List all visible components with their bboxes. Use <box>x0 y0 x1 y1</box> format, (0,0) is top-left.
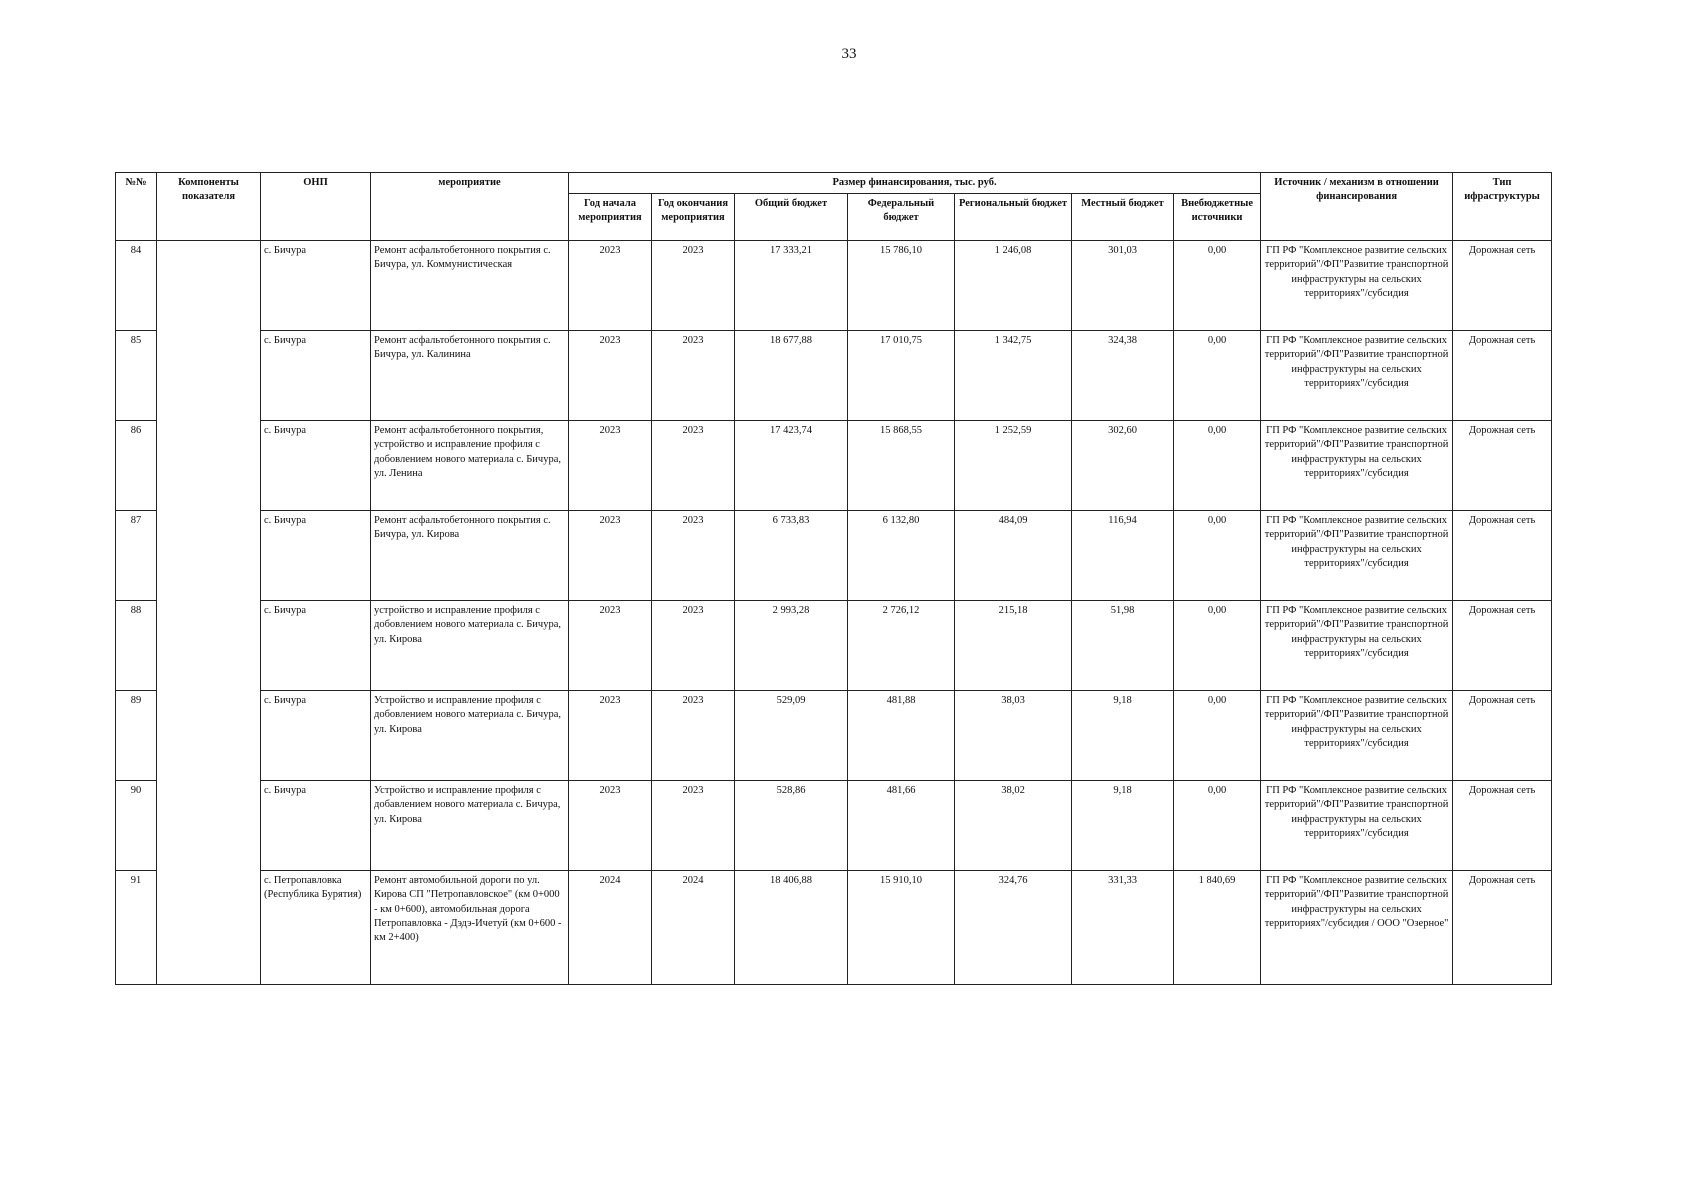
row-end-year: 2023 <box>652 241 735 331</box>
row-extra: 0,00 <box>1174 781 1261 871</box>
row-regional: 324,76 <box>955 871 1072 985</box>
row-infra-type: Дорожная сеть <box>1453 241 1552 331</box>
table-row <box>116 871 1552 985</box>
row-total: 17 423,74 <box>735 421 848 511</box>
row-onp: с. Бичура <box>261 781 371 871</box>
row-end-year: 2023 <box>652 781 735 871</box>
row-federal: 481,88 <box>848 691 955 781</box>
row-start-year: 2023 <box>569 511 652 601</box>
row-start-year: 2023 <box>569 601 652 691</box>
components-cell <box>157 241 261 985</box>
row-total: 529,09 <box>735 691 848 781</box>
row-infra-type: Дорожная сеть <box>1453 511 1552 601</box>
row-onp: с. Бичура <box>261 601 371 691</box>
row-local: 51,98 <box>1072 601 1174 691</box>
row-federal: 17 010,75 <box>848 331 955 421</box>
row-local: 116,94 <box>1072 511 1174 601</box>
header-total: Общий бюджет <box>735 194 848 241</box>
row-onp: с. Петропавловка (Республика Бурятия) <box>261 871 371 985</box>
row-total: 18 406,88 <box>735 871 848 985</box>
row-num: 91 <box>116 871 157 985</box>
row-start-year: 2024 <box>569 871 652 985</box>
row-event: Ремонт асфальтобетонного покрытия с. Бичура, ул. Коммунистическая <box>371 241 569 331</box>
row-federal: 15 910,10 <box>848 871 955 985</box>
row-extra: 0,00 <box>1174 241 1261 331</box>
row-local: 301,03 <box>1072 241 1174 331</box>
row-end-year: 2023 <box>652 421 735 511</box>
row-total: 6 733,83 <box>735 511 848 601</box>
header-local: Местный бюджет <box>1072 194 1174 241</box>
table-row <box>116 511 1552 601</box>
header-source: Источник / механизм в отношении финансирования <box>1261 173 1453 241</box>
row-total: 2 993,28 <box>735 601 848 691</box>
header-federal: Федеральный бюджет <box>848 194 955 241</box>
row-local: 9,18 <box>1072 691 1174 781</box>
row-start-year: 2023 <box>569 781 652 871</box>
row-end-year: 2023 <box>652 691 735 781</box>
row-regional: 38,02 <box>955 781 1072 871</box>
row-source: ГП РФ "Комплексное развитие сельских территорий"/ФП"Развитие транспортной инфраструктуры на сельских территориях"/субсидия <box>1261 691 1453 781</box>
row-onp: с. Бичура <box>261 511 371 601</box>
row-end-year: 2024 <box>652 871 735 985</box>
row-infra-type: Дорожная сеть <box>1453 421 1552 511</box>
row-end-year: 2023 <box>652 331 735 421</box>
table-row <box>116 601 1552 691</box>
row-local: 324,38 <box>1072 331 1174 421</box>
page-number: 33 <box>841 46 857 62</box>
row-infra-type: Дорожная сеть <box>1453 871 1552 985</box>
financing-table <box>115 172 1552 985</box>
row-federal: 481,66 <box>848 781 955 871</box>
header-components: Компоненты показателя <box>157 173 261 241</box>
row-infra-type: Дорожная сеть <box>1453 601 1552 691</box>
row-event: устройство и исправление профиля с добовлением нового материала с. Бичура, ул. Кирова <box>371 601 569 691</box>
row-event: Устройство и исправление профиля с добовлением нового материала с. Бичура, ул. Кирова <box>371 691 569 781</box>
row-local: 331,33 <box>1072 871 1174 985</box>
row-event: Ремонт асфальтобетонного покрытия с. Бичура, ул. Кирова <box>371 511 569 601</box>
row-source: ГП РФ "Комплексное развитие сельских территорий"/ФП"Развитие транспортной инфраструктуры на сельских территориях"/субсидия <box>1261 421 1453 511</box>
row-source: ГП РФ "Комплексное развитие сельских территорий"/ФП"Развитие транспортной инфраструктуры на сельских территориях"/субсидия <box>1261 511 1453 601</box>
row-num: 88 <box>116 601 157 691</box>
row-onp: с. Бичура <box>261 421 371 511</box>
row-start-year: 2023 <box>569 331 652 421</box>
header-extra: Внебюджетные источники <box>1174 194 1261 241</box>
row-num: 87 <box>116 511 157 601</box>
row-regional: 1 246,08 <box>955 241 1072 331</box>
row-num: 86 <box>116 421 157 511</box>
row-extra: 0,00 <box>1174 601 1261 691</box>
header-event: мероприятие <box>371 173 569 241</box>
row-onp: с. Бичура <box>261 691 371 781</box>
row-end-year: 2023 <box>652 601 735 691</box>
row-event: Ремонт асфальтобетонного покрытия, устройство и исправление профиля с добовлением нового материала с. Бичура, ул. Ленина <box>371 421 569 511</box>
header-num: №№ <box>116 173 157 241</box>
row-regional: 215,18 <box>955 601 1072 691</box>
header-regional: Региональный бюджет <box>955 194 1072 241</box>
table-row <box>116 241 1552 331</box>
row-infra-type: Дорожная сеть <box>1453 691 1552 781</box>
row-num: 85 <box>116 331 157 421</box>
table-row <box>116 421 1552 511</box>
row-start-year: 2023 <box>569 241 652 331</box>
row-onp: с. Бичура <box>261 241 371 331</box>
row-source: ГП РФ "Комплексное развитие сельских территорий"/ФП"Развитие транспортной инфраструктуры на сельских территориях"/субсидия <box>1261 331 1453 421</box>
row-regional: 38,03 <box>955 691 1072 781</box>
header-infra-type: Тип ифраструктуры <box>1453 173 1552 241</box>
row-onp: с. Бичура <box>261 331 371 421</box>
header-start-year: Год начала мероприятия <box>569 194 652 241</box>
row-federal: 6 132,80 <box>848 511 955 601</box>
row-event: Устройство и исправление профиля с добавлением нового материала с. Бичура, ул. Кирова <box>371 781 569 871</box>
header-end-year: Год окончания мероприятия <box>652 194 735 241</box>
row-start-year: 2023 <box>569 421 652 511</box>
row-infra-type: Дорожная сеть <box>1453 331 1552 421</box>
table-row <box>116 331 1552 421</box>
row-num: 89 <box>116 691 157 781</box>
table-row <box>116 781 1552 871</box>
row-total: 528,86 <box>735 781 848 871</box>
row-event: Ремонт асфальтобетонного покрытия с. Бичура, ул. Калинина <box>371 331 569 421</box>
row-regional: 484,09 <box>955 511 1072 601</box>
row-regional: 1 342,75 <box>955 331 1072 421</box>
row-total: 18 677,88 <box>735 331 848 421</box>
table-row <box>116 691 1552 781</box>
row-infra-type: Дорожная сеть <box>1453 781 1552 871</box>
row-extra: 1 840,69 <box>1174 871 1261 985</box>
row-source: ГП РФ "Комплексное развитие сельских территорий"/ФП"Развитие транспортной инфраструктуры на сельских территориях"/субсидия <box>1261 601 1453 691</box>
row-regional: 1 252,59 <box>955 421 1072 511</box>
row-local: 9,18 <box>1072 781 1174 871</box>
row-federal: 2 726,12 <box>848 601 955 691</box>
header-financing-group: Размер финансирования, тыс. руб. <box>569 173 1261 194</box>
row-extra: 0,00 <box>1174 331 1261 421</box>
row-end-year: 2023 <box>652 511 735 601</box>
row-local: 302,60 <box>1072 421 1174 511</box>
row-num: 90 <box>116 781 157 871</box>
row-source: ГП РФ "Комплексное развитие сельских территорий"/ФП"Развитие транспортной инфраструктуры на сельских территориях"/субсидия / ООО "Озерное" <box>1261 871 1453 985</box>
header-onp: ОНП <box>261 173 371 241</box>
row-start-year: 2023 <box>569 691 652 781</box>
row-extra: 0,00 <box>1174 421 1261 511</box>
row-num: 84 <box>116 241 157 331</box>
row-event: Ремонт автомобильной дороги по ул. Кирова СП "Петропавловское" (км 0+000 - км 0+600), автомобильная дорога Петропавловка - Дэдэ-Ичетуй (км 0+600 - км 2+400) <box>371 871 569 985</box>
row-source: ГП РФ "Комплексное развитие сельских территорий"/ФП"Развитие транспортной инфраструктуры на сельских территориях"/субсидия <box>1261 781 1453 871</box>
row-extra: 0,00 <box>1174 511 1261 601</box>
row-federal: 15 868,55 <box>848 421 955 511</box>
row-source: ГП РФ "Комплексное развитие сельских территорий"/ФП"Развитие транспортной инфраструктуры на сельских территориях"/субсидия <box>1261 241 1453 331</box>
row-extra: 0,00 <box>1174 691 1261 781</box>
row-total: 17 333,21 <box>735 241 848 331</box>
row-federal: 15 786,10 <box>848 241 955 331</box>
